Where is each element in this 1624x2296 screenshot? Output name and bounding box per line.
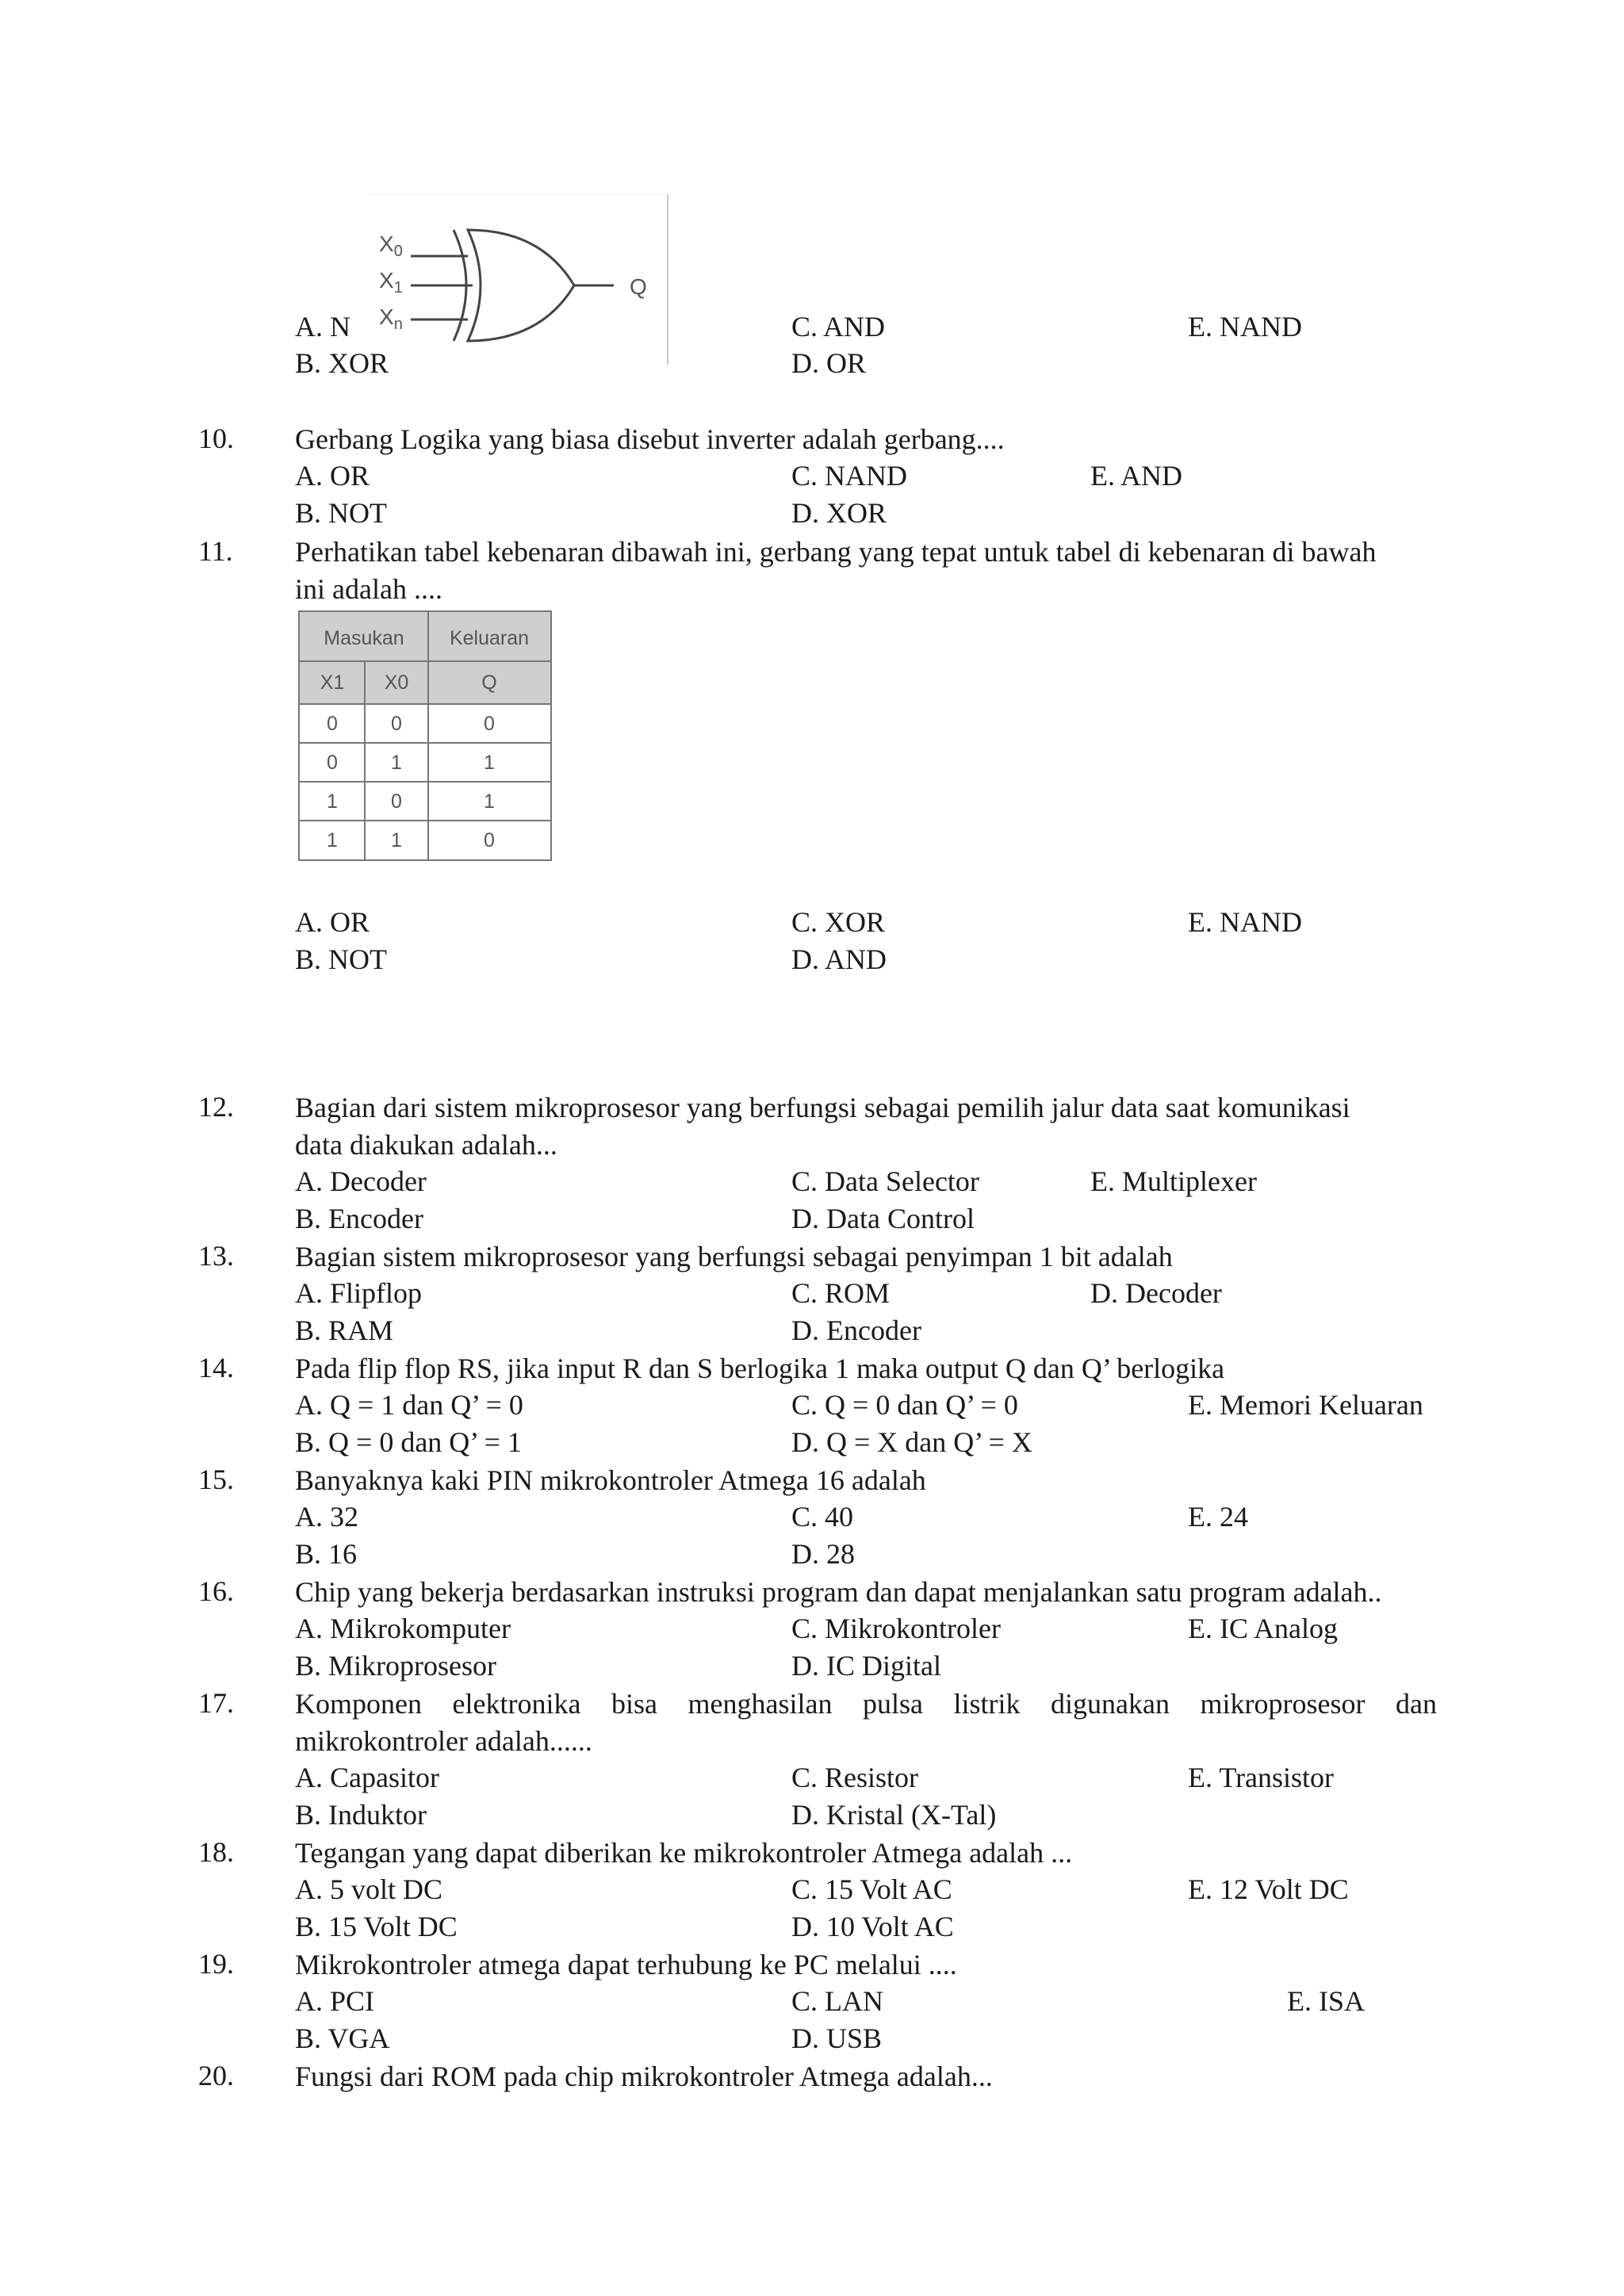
table-cell: 0 [391,713,402,735]
q18-option-b: B. 15 Volt DC [295,1911,458,1942]
question-number: 10. [198,423,234,454]
q16-option-b: B. Mikroprosesor [295,1650,496,1682]
question-number: 17. [198,1687,234,1719]
q17-option-c: C. Resistor [791,1762,919,1793]
xor-gate-figure [366,194,669,365]
q12-option-b: B. Encoder [295,1203,423,1234]
question-text: Tegangan yang dapat diberikan ke mikrokontroler Atmega adalah ... [295,1837,1073,1869]
q17-option-a: A. Capasitor [295,1762,439,1793]
gate-input-xn: $X_n$ [379,304,403,333]
table-cell: 0 [391,790,402,813]
q9-option-b: B. XOR [295,347,389,379]
question-text: Gerbang Logika yang biasa disebut inverter adalah gerbang.... [295,423,1005,455]
question-number: 19. [198,1948,234,1980]
q9-option-e: E. NAND [1188,311,1302,342]
q14-option-b: B. Q = 0 dan Q’ = 1 [295,1426,522,1458]
q14-option-c: C. Q = 0 dan Q’ = 0 [791,1389,1018,1421]
q13-option-b: B. RAM [295,1314,394,1346]
table-cell: 1 [484,790,495,813]
q10-option-e: E. AND [1090,460,1182,492]
question-text: Fungsi dari ROM pada chip mikrokontroler Atmega adalah... [295,2061,993,2092]
table-cell: 0 [327,752,338,774]
q14-option-d: D. Q = X dan Q’ = X [791,1426,1032,1458]
table-cell: 0 [484,829,495,851]
table-cell: 1 [484,752,495,774]
q10-option-b: B. NOT [295,497,387,529]
question-text: Mikrokontroler atmega dapat terhubung ke PC melalui .... [295,1949,957,1980]
table-cell: 1 [327,790,338,813]
q14-option-e: E. Memori Keluaran [1188,1389,1423,1421]
table-col-x0: X0 [384,672,409,694]
q18-option-c: C. 15 Volt AC [791,1873,952,1905]
q19-option-b: B. VGA [295,2022,390,2054]
q11-option-c: C. XOR [791,906,886,938]
q12-option-c: C. Data Selector [791,1165,979,1197]
q19-option-c: C. LAN [791,1985,883,2017]
q15-option-c: C. 40 [791,1501,854,1533]
q19-option-e: E. ISA [1287,1985,1365,2017]
q12-option-a: A. Decoder [295,1165,427,1197]
table-cell: 1 [391,829,402,851]
q15-option-e: E. 24 [1188,1501,1248,1533]
table-col-x1: X1 [320,672,345,694]
q13-option-d2: D. Decoder [1090,1277,1222,1309]
q11-option-a: A. OR [295,906,370,938]
question-line: mikrokontroler adalah...... [295,1725,592,1757]
question-text [295,1686,1437,1760]
question-number: 12. [198,1091,234,1123]
table-cell: 1 [327,829,338,851]
question-line: Komponen elektronika bisa menghasilan pulsa listrik digunakan mikroprosesor dan [295,1688,1437,1720]
q12-option-d: D. Data Control [791,1203,975,1234]
q19-option-d: D. USB [791,2022,883,2054]
q13-option-a: A. Flipflop [295,1277,423,1309]
gate-output-q: Q [630,274,647,299]
q18-option-e: E. 12 Volt DC [1188,1873,1349,1905]
question-text: Bagian sistem mikroprosesor yang berfungsi sebagai penyimpan 1 bit adalah [295,1241,1173,1272]
q17-option-e: E. Transistor [1188,1762,1335,1793]
table-cell: 0 [327,713,338,735]
question-text: Pada flip flop RS, jika input R dan S berlogika 1 maka output Q dan Q’ berlogika [295,1353,1225,1384]
q17-option-d: D. Kristal (X-Tal) [791,1799,997,1831]
q11-option-b: B. NOT [295,943,387,975]
q16-option-d: D. IC Digital [791,1650,941,1682]
question-line: Perhatikan tabel kebenaran dibawah ini, gerbang yang tepat untuk tabel di kebenaran di bawah [295,536,1377,568]
question-text: Chip yang bekerja berdasarkan instruksi program dan dapat menjalankan satu program adalah.. [295,1576,1382,1608]
q11-option-e: E. NAND [1188,906,1302,938]
q12-option-e: E. Multiplexer [1090,1165,1257,1197]
question-number: 18. [198,1836,234,1868]
table-header-output: Keluaran [449,627,530,649]
table-cell: 0 [484,713,495,735]
question-number: 11. [198,535,233,567]
table-header-input: Masukan [324,627,404,649]
q14-option-a: A. Q = 1 dan Q’ = 0 [295,1389,523,1421]
q13-option-d: D. Encoder [791,1314,921,1346]
question-number: 13. [198,1240,234,1272]
gate-input-x1: $X_1$ [379,268,403,297]
q15-option-b: B. 16 [295,1538,358,1570]
table-col-q: Q [481,672,497,694]
question-line: Bagian dari sistem mikroprosesor yang berfungsi sebagai pemilih jalur data saat komunikasi [295,1092,1350,1123]
question-number: 15. [198,1464,234,1495]
q11-option-d: D. AND [791,943,887,975]
truth-table [298,610,552,863]
question-text [295,534,1437,608]
q16-option-e: E. IC Analog [1188,1613,1338,1644]
q17-option-b: B. Induktor [295,1799,427,1831]
q18-option-a: A. 5 volt DC [295,1873,443,1905]
q13-option-c: C. ROM [791,1277,891,1309]
q15-option-a: A. 32 [295,1501,358,1533]
question-text [295,1089,1437,1164]
question-number: 20. [198,2060,234,2091]
xor-gate-diagram [366,194,669,365]
table-cell: 1 [391,752,402,774]
q9-option-a: A. N [295,311,350,342]
q9-option-d: D. OR [791,347,867,379]
question-number: 14. [198,1352,234,1383]
q15-option-d: D. 28 [791,1538,855,1570]
q19-option-a: A. PCI [295,1985,375,2017]
question-number: 16. [198,1575,234,1607]
truth-table-grid [298,610,552,863]
question-text: Banyaknya kaki PIN mikrokontroler Atmega 16 adalah [295,1464,926,1496]
q10-option-a: A. OR [295,460,370,492]
q16-option-a: A. Mikrokomputer [295,1613,511,1644]
question-line: data diakukan adalah... [295,1129,557,1161]
question-line: ini adalah .... [295,573,442,605]
q18-option-d: D. 10 Volt AC [791,1911,954,1942]
q9-option-c: C. AND [791,311,886,342]
q10-option-c: C. NAND [791,460,908,492]
gate-input-x0: $X_0$ [379,232,403,260]
q16-option-c: C. Mikrokontroler [791,1613,1001,1644]
q10-option-d: D. XOR [791,497,887,529]
